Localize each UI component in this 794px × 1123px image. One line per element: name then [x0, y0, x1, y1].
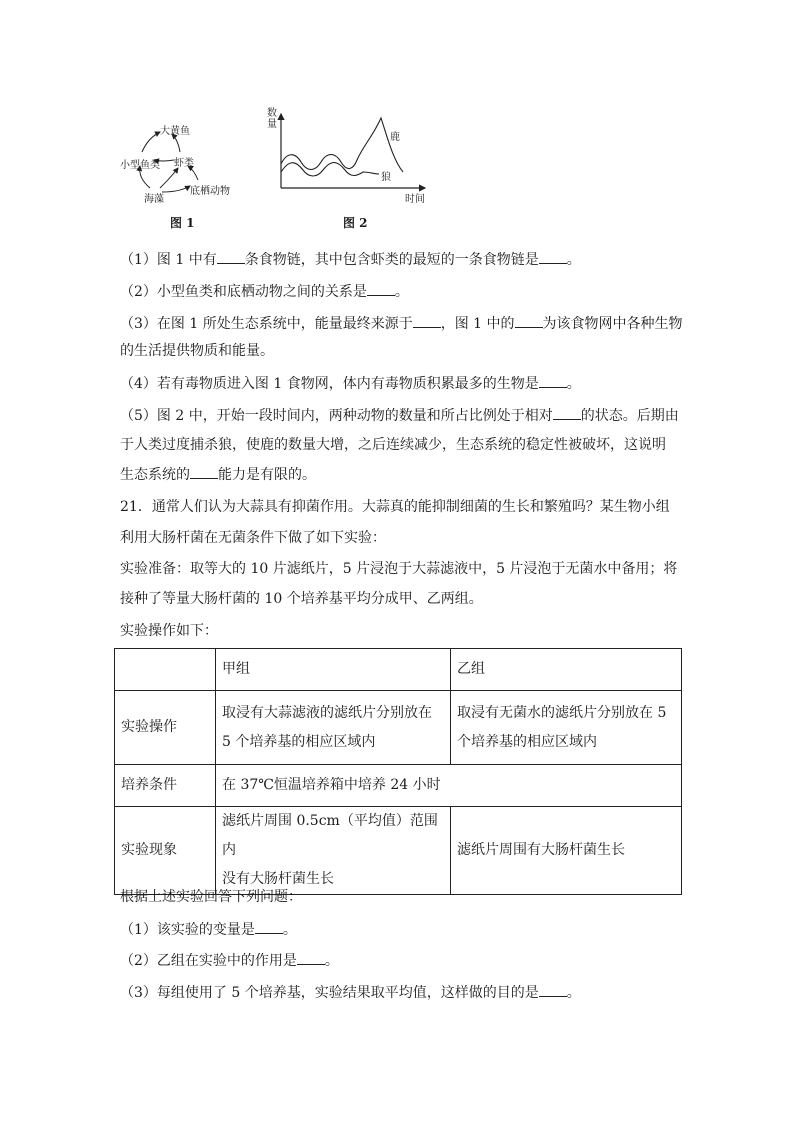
q20-3 — [120, 313, 683, 334]
q20-3-text-a: （3）在图 1 所处生态系统中，能量最终来源于 — [120, 316, 413, 332]
q20-1-text-a: （1）图 1 中有 — [120, 252, 217, 268]
table-header-cell: 乙组 — [451, 649, 682, 691]
q20-1-text-b: 条食物链，其中包含虾类的最短的一条食物链是 — [244, 252, 539, 268]
table-header-cell — [115, 649, 216, 691]
cell-line: 取浸有大蒜滤液的滤纸片分别放在 — [222, 704, 432, 721]
cell-line: 5 个培养基的相应区域内 — [222, 733, 376, 750]
q20-1 — [120, 249, 581, 270]
wolf-curve — [281, 163, 379, 177]
q21-line-1: 21．通常人们认为大蒜具有抑菌作用。大蒜真的能抑制细菌的生长和繁殖吗？某生物小组 — [120, 499, 670, 515]
q20-5-continuation: 于人类过度捕杀狼，使鹿的数量大增，之后连续减少，生态系统的稳定性被破坏，这说明 — [120, 437, 666, 453]
answer-blank[interactable] — [413, 313, 441, 328]
table-cell-merged: 在 37℃恒温培养箱中培养 24 小时 — [216, 765, 682, 807]
figure-2-caption: 图 2 — [343, 216, 368, 230]
q20-2-text-b: 。 — [394, 284, 409, 300]
q21-prep-1: 实验准备：取等大的 10 片滤纸片，5 片浸泡于大蒜滤液中，5 片浸泡于无菌水中备用；将 — [120, 561, 678, 577]
cell-line: 没有大肠杆菌生长 — [222, 871, 334, 887]
cell-line: 个培养基的相应区域内 — [457, 733, 597, 750]
table-header-cell: 甲组 — [216, 649, 451, 691]
table-cell — [451, 691, 682, 765]
q20-3-cont — [120, 341, 274, 361]
q21-3-text-b: 。 — [566, 985, 581, 1001]
q20-4-text-a: （4）若有毒物质进入图 1 食物网，体内有毒物质积累最多的生物是 — [120, 376, 539, 392]
q21-line-2: 利用大肠杆菌在无菌条件下做了如下实验： — [120, 530, 386, 546]
node-shrimp: 虾类 — [174, 158, 194, 169]
q21-2-text-b: 。 — [324, 953, 339, 969]
q20-3-continuation: 的生活提供物质和能量。 — [120, 343, 274, 359]
cell-line: 取浸有无菌水的滤纸片分别放在 5 — [457, 704, 667, 721]
table-cell: 滤纸片周围有大肠杆菌生长 — [451, 807, 682, 895]
table-row — [115, 765, 682, 807]
answer-blank[interactable] — [367, 281, 395, 296]
q20-5-cont — [120, 435, 666, 455]
node-algae: 海藻 — [144, 194, 164, 205]
figure-2-population-graph — [265, 100, 450, 235]
q21-2-text-a: （2）乙组在实验中的作用是 — [120, 953, 297, 969]
table-cell — [216, 691, 451, 765]
q21-1-text-b: 。 — [282, 922, 297, 938]
q20-4-text-b: 。 — [566, 376, 581, 392]
cell-line: 滤纸片周围 0.5cm（平均值）范围内 — [222, 813, 438, 858]
answer-blank[interactable] — [539, 249, 567, 264]
node-benthic-animals: 底栖动物 — [190, 186, 230, 197]
q20-4 — [120, 373, 581, 394]
table-row — [115, 691, 682, 765]
q20-5-end-text-b: 能力是有限的。 — [218, 467, 316, 483]
row-label: 实验现象 — [115, 807, 216, 895]
y-axis-label-1: 数 — [267, 108, 277, 119]
q20-5 — [120, 405, 679, 426]
q21-prep-2: 接种了等量大肠杆菌的 10 个培养基平均分成甲、乙两组。 — [120, 591, 483, 607]
node-big-yellow-croaker: 大黄鱼 — [160, 126, 190, 137]
wolf-label: 狼 — [381, 172, 391, 183]
figures-area — [110, 100, 450, 240]
answer-blank[interactable] — [217, 249, 245, 264]
figure-1-food-web — [110, 100, 250, 235]
q20-5-text-b: 的状态。后期由 — [580, 408, 679, 424]
answer-blank[interactable] — [539, 373, 567, 388]
q20-3-text-b: ，图 1 中的 — [440, 316, 515, 332]
q21-1-text-a: （1）该实验的变量是 — [120, 922, 255, 938]
q21-after-table: 根据上述实验回答下列问题： — [120, 889, 302, 905]
q20-5-text-a: （5）图 2 中，开始一段时间内，两种动物的数量和所占比例处于相对 — [120, 408, 553, 424]
q20-2 — [120, 281, 409, 302]
q20-1-text-c: 。 — [566, 252, 581, 268]
q21-ops-heading: 实验操作如下： — [120, 623, 218, 639]
deer-curve — [281, 118, 403, 172]
table-header-row — [115, 649, 682, 691]
answer-blank[interactable] — [297, 950, 325, 965]
q20-5-end-text-a: 生态系统的 — [120, 467, 190, 483]
answer-blank[interactable] — [255, 919, 283, 934]
y-axis-label-2: 量 — [267, 119, 277, 130]
q20-2-text-a: （2）小型鱼类和底栖动物之间的关系是 — [120, 284, 367, 300]
experiment-table — [114, 648, 682, 895]
q21-sub-3 — [120, 982, 581, 1003]
q20-5-end — [120, 464, 316, 485]
q20-3-text-c: 为该食物网中各种生物 — [542, 316, 683, 332]
answer-blank[interactable] — [515, 313, 543, 328]
figure-1-caption: 图 1 — [170, 216, 195, 230]
table-cell — [216, 807, 451, 895]
q21-sub-1 — [120, 919, 297, 940]
q21-sub-2 — [120, 950, 339, 971]
x-axis-label: 时间 — [405, 194, 425, 205]
answer-blank[interactable] — [190, 464, 218, 479]
deer-label: 鹿 — [390, 132, 400, 143]
answer-blank[interactable] — [539, 982, 567, 997]
answer-blank[interactable] — [553, 405, 581, 420]
table-row — [115, 807, 682, 895]
row-label: 实验操作 — [115, 691, 216, 765]
node-small-fish: 小型鱼类 — [120, 160, 160, 171]
q21-3-text-a: （3）每组使用了 5 个培养基，实验结果取平均值，这样做的目的是 — [120, 985, 539, 1001]
row-label: 培养条件 — [115, 765, 216, 807]
